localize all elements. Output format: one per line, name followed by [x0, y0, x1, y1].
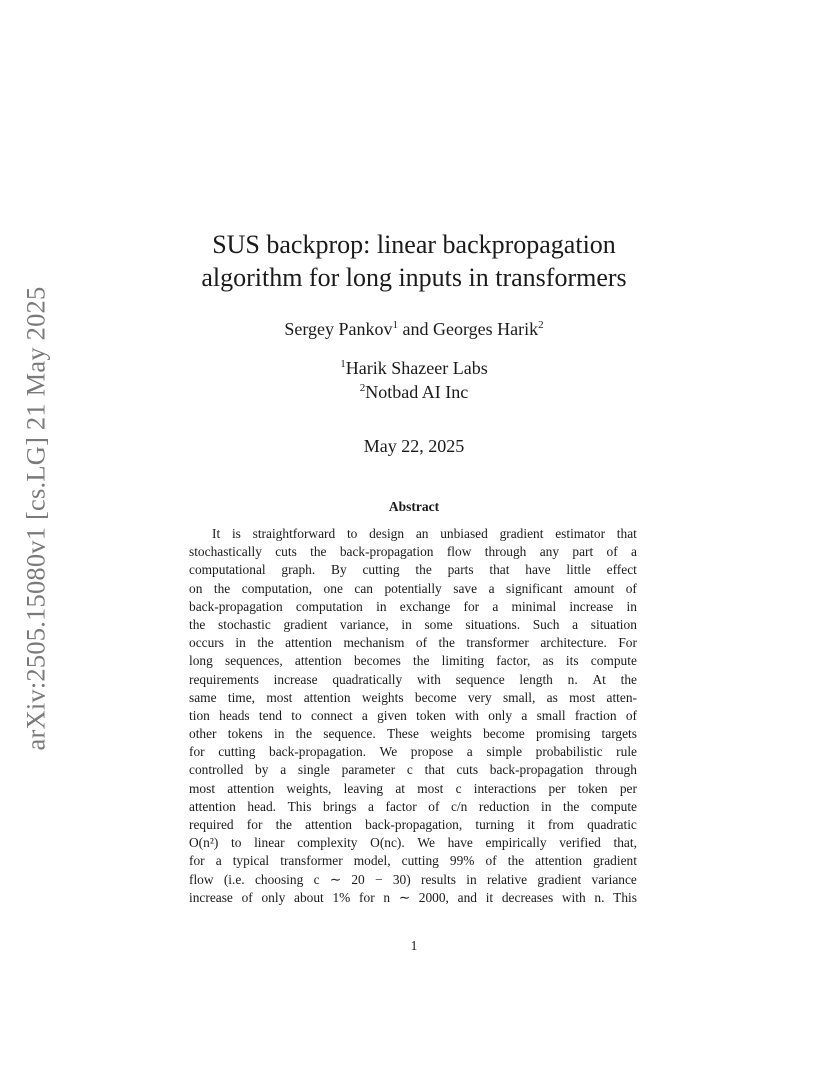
- abstract-line: for cutting back-propagation. We propose a simple probabilistic rule: [189, 744, 637, 760]
- abstract-line: O(n²) to linear complexity O(nc). We have empirically verified that,: [189, 835, 637, 851]
- abstract-line: for a typical transformer model, cutting 99% of the attention gradient: [189, 853, 637, 869]
- abstract-body: [189, 525, 637, 907]
- abstract-line: the stochastic gradient variance, in some situations. Such a situation: [189, 616, 637, 632]
- affiliation-mark-2: 2: [359, 382, 366, 394]
- abstract-line: required for the attention back-propagation, turning it from quadratic: [189, 817, 637, 832]
- abstract-line: It is straightforward to design an unbiased gradient estimator that: [212, 526, 637, 541]
- author-name-1: Sergey Pankov: [284, 319, 393, 339]
- author-name-2: Georges Harik: [433, 319, 539, 339]
- abstract-line: back-propagation computation in exchange for a minimal increase in: [189, 598, 637, 614]
- abstract-line: occurs in the attention mechanism of the transformer architecture. For: [189, 635, 637, 651]
- title-line-1: SUS backprop: linear backpropagation: [212, 230, 616, 259]
- abstract-line: increase of only about 1% for n ∼ 2000, and it decreases with n. This: [189, 889, 637, 905]
- abstract-line: controlled by a single parameter c that cuts back-propagation through: [189, 762, 637, 778]
- abstract-line: attention head. This brings a factor of c/n reduction in the compute: [189, 798, 637, 814]
- affiliation-name-1: Harik Shazeer Labs: [345, 358, 488, 378]
- affiliation-name-2: Notbad AI Inc: [365, 382, 469, 402]
- author-list: [150, 318, 678, 340]
- title-line-2: algorithm for long inputs in transformers: [201, 263, 627, 292]
- abstract-line: same time, most attention weights become very small, as most atten-: [189, 689, 637, 705]
- abstract-heading: Abstract: [388, 499, 440, 514]
- affiliation-1: [150, 357, 678, 379]
- author-affiliation-mark-1: 1: [392, 319, 399, 331]
- publication-date: May 22, 2025: [363, 436, 465, 456]
- abstract-line: most attention weights, leaving at most c interactions per token per: [189, 780, 637, 796]
- abstract-line: tion heads tend to connect a given token with only a small fraction of: [189, 707, 637, 723]
- arxiv-identifier-text: arXiv:2505.15080v1 [cs.LG] 21 May 2025: [20, 286, 51, 750]
- author-conjunction: and: [402, 319, 429, 339]
- abstract-line: stochastically cuts the back-propagation flow through any part of a: [189, 544, 637, 560]
- abstract-line: flow (i.e. choosing c ∼ 20 − 30) results in relative gradient variance: [189, 871, 637, 887]
- paper-title: [150, 228, 678, 294]
- page-number: 1: [410, 938, 418, 953]
- affiliation-mark-1: 1: [340, 358, 346, 370]
- abstract-line: computational graph. By cutting the parts that have little effect: [189, 562, 637, 578]
- abstract-line: requirements increase quadratically with sequence length n. At the: [189, 671, 637, 687]
- abstract-line: other tokens in the sequence. These weights become promising targets: [189, 726, 637, 742]
- abstract-line: long sequences, attention becomes the limiting factor, as its compute: [189, 653, 637, 669]
- affiliation-2: [150, 381, 678, 403]
- arxiv-identifier-stamp: [0, 278, 72, 758]
- abstract-line: on the computation, one can potentially save a significant amount of: [189, 580, 637, 596]
- author-affiliation-mark-2: 2: [538, 319, 544, 331]
